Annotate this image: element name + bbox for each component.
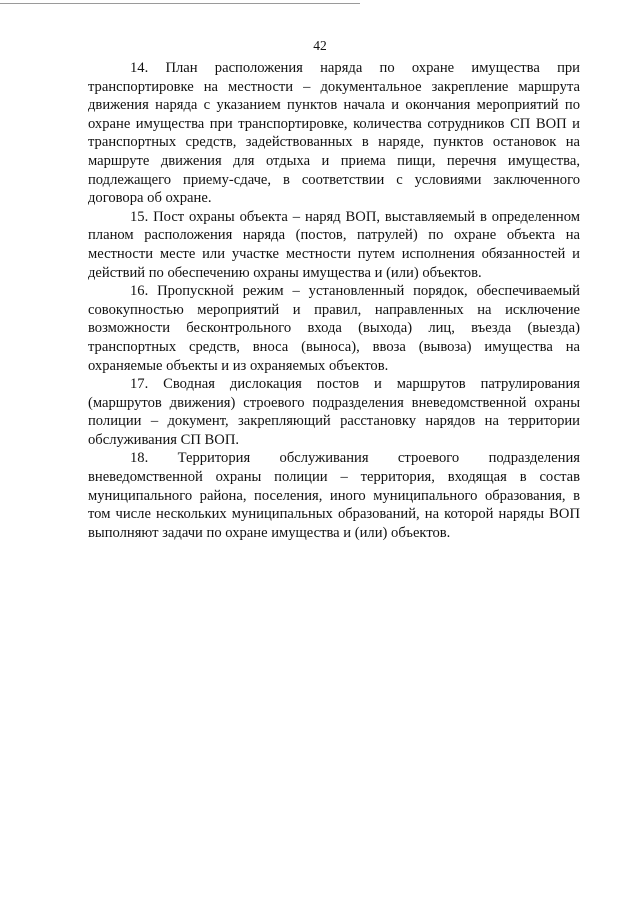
document-body: [88, 59, 580, 542]
page-number: 42: [313, 38, 327, 53]
scan-top-edge-line: [0, 3, 360, 4]
paragraph-15-guard-post: 15. Пост охраны объекта – наряд ВОП, выставляемый в определенном планом расположения наряда (постов, патрулей) по охране объекта на местности месте или участке местности путем исполнения обязанностей и действий по обеспечению охраны имущества и (или) объектов.: [88, 208, 580, 281]
paragraph-14-route-plan: 14. План расположения наряда по охране имущества при транспортировке на местности – документальное закрепление маршрута движения наряда с указанием пунктов начала и окончания мероприятий по охране имущества при транспортировке, количества сотрудников СП ВОП и транспортных средств, задействованных в наряде, пунктов остановок на маршруте движения для отдыха и приема пищи, перечня имущества, подлежащего приему-сдаче, в соответствии с условиями заключенного договора об охране.: [88, 60, 580, 207]
paragraph-18-service-territory: 18. Территория обслуживания строевого подразделения вневедомственной охраны полиции – территория, входящая в состав муниципального района, поселения, иного муниципального образования, в том числе нескольких муниципальных образований, на которой наряды ВОП выполняют задачи по охране имущества и (или) объектов.: [88, 450, 580, 541]
paragraph-16-access-regime: 16. Пропускной режим – установленный порядок, обеспечиваемый совокупностью мероприятий и правил, направленных на исключение возможности бесконтрольного входа (выхода) лиц, въезда (выезда) транспортных средств, вноса (выноса), ввоза (вывоза) имущества на охраняемые объекты и из охраняемых объектов.: [88, 283, 580, 374]
paragraph-17-consolidated-deployment: 17. Сводная дислокация постов и маршрутов патрулирования (маршрутов движения) строевого подразделения вневедомственной охраны полиции – документ, закрепляющий расстановку нарядов на территории обслуживания СП ВОП.: [88, 376, 580, 448]
